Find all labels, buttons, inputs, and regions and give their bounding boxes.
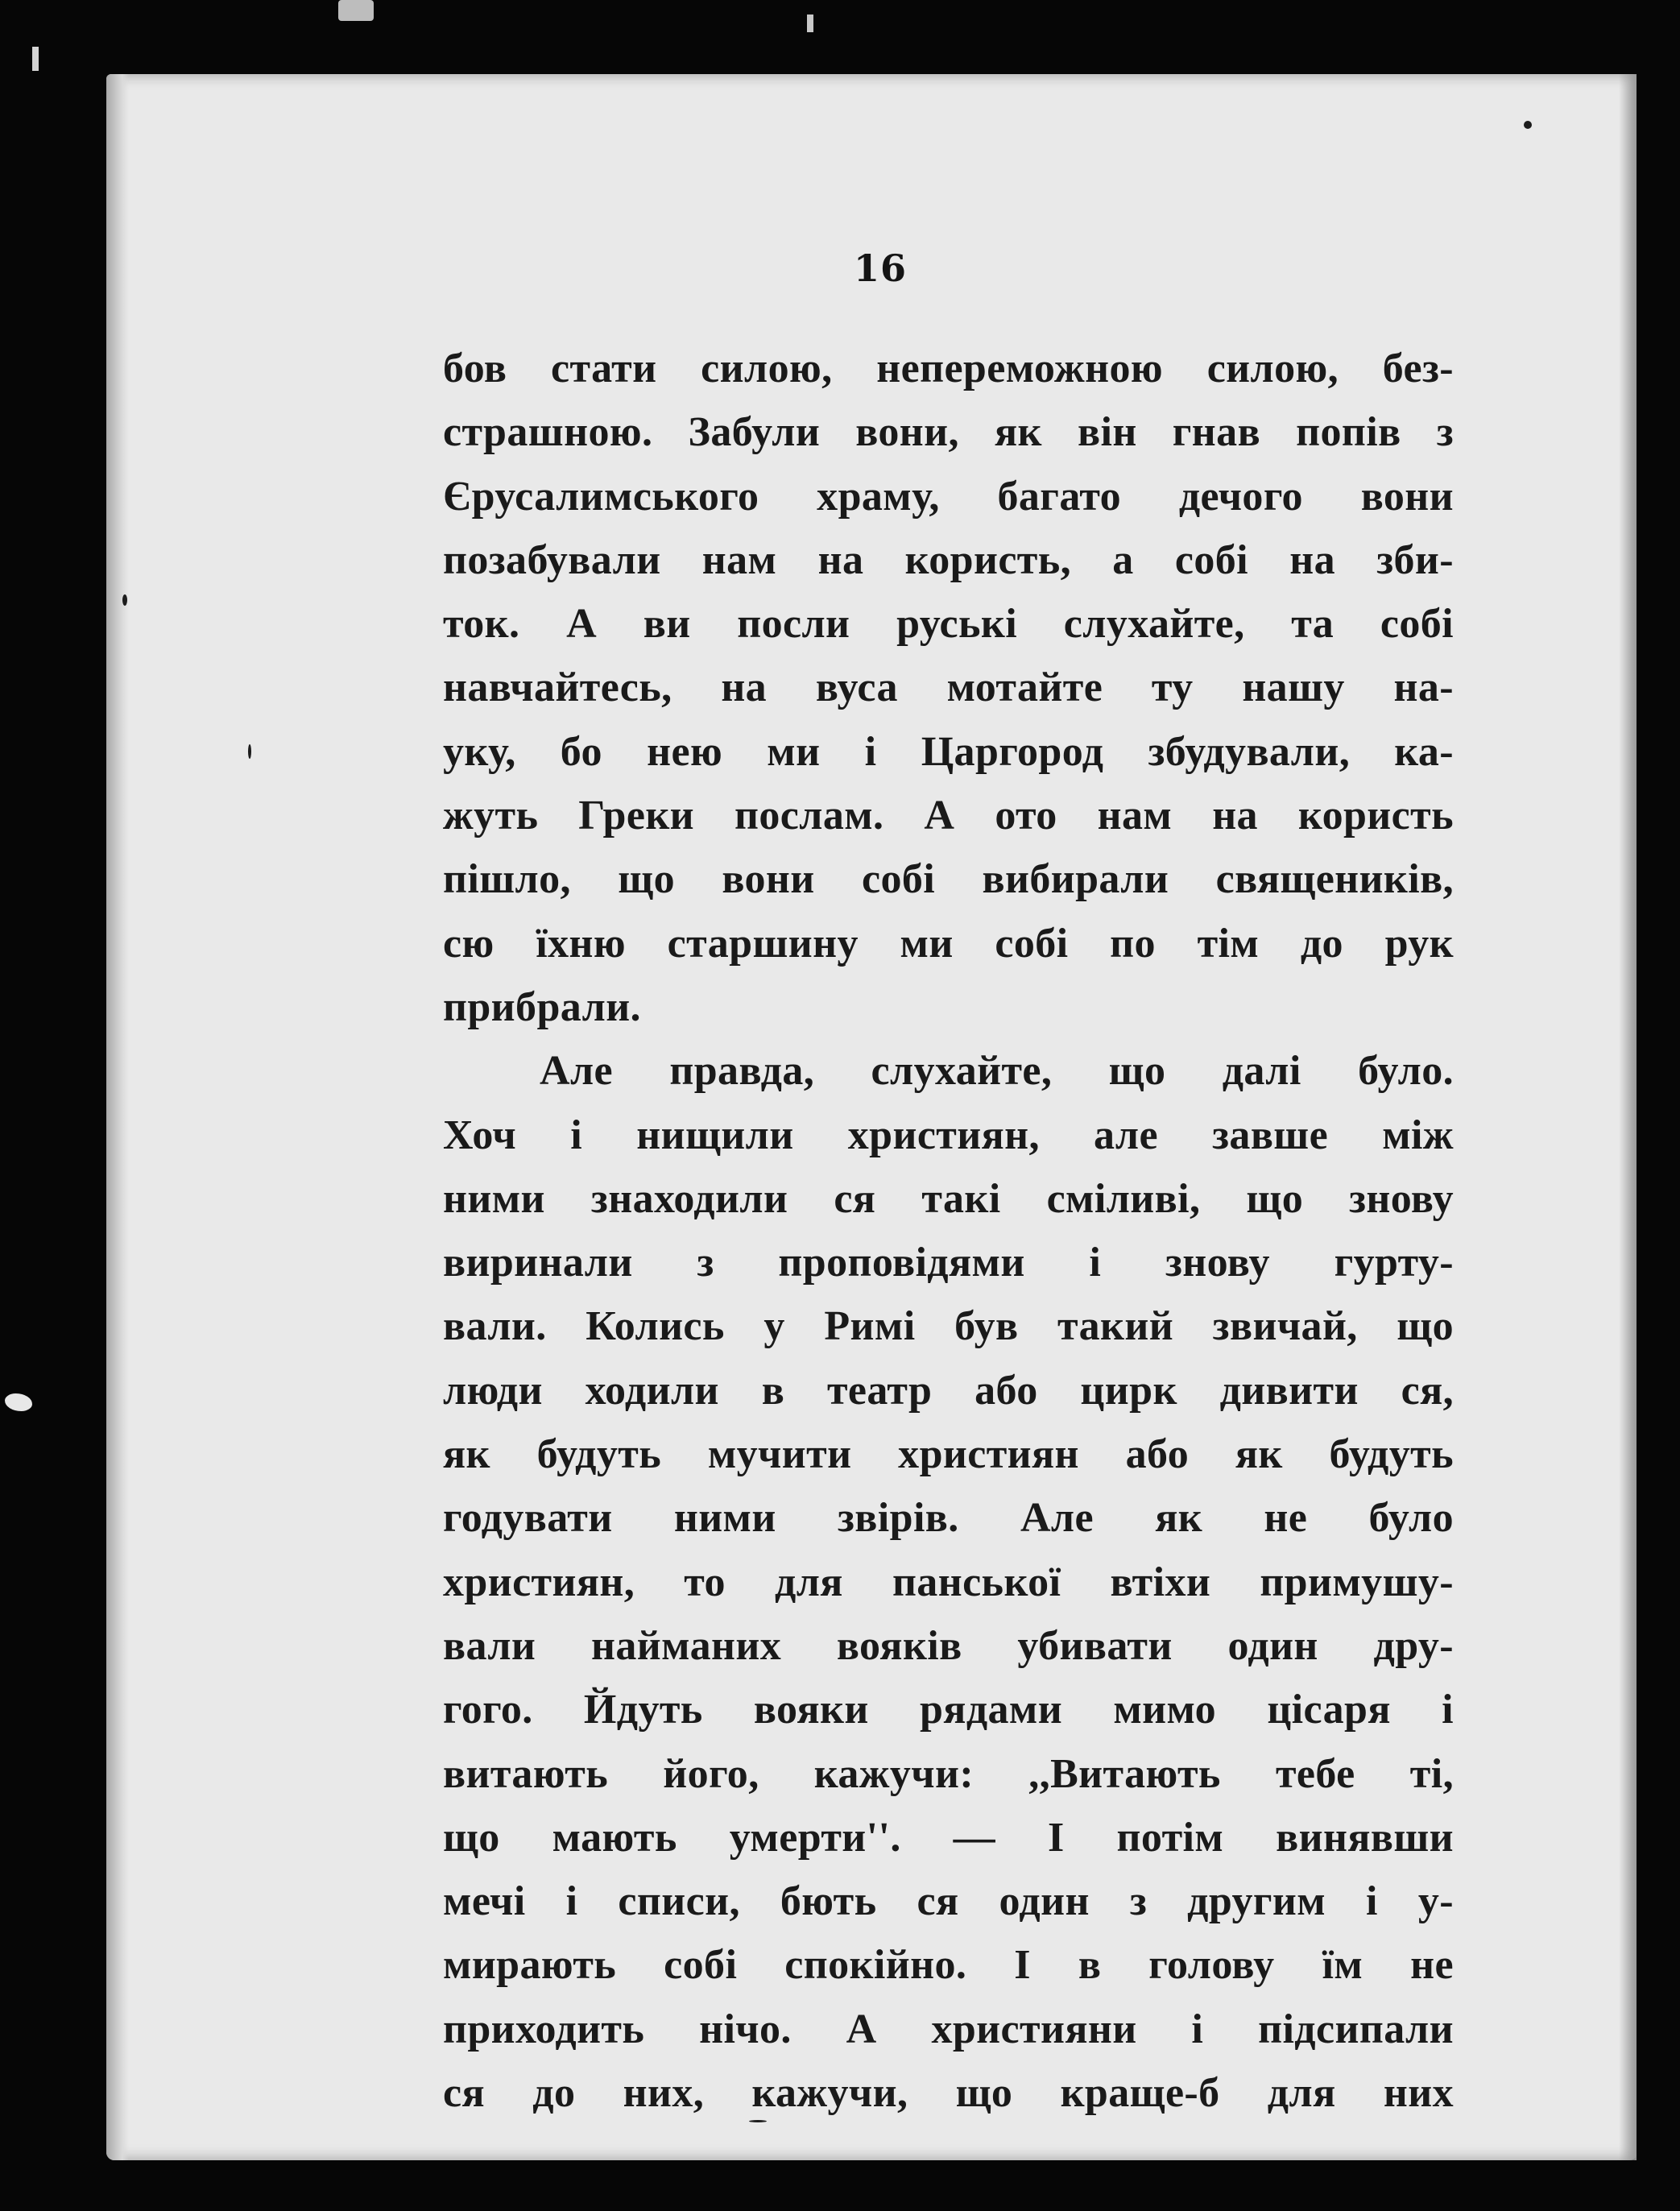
text-line: ся до них, кажучи, що краще-б для них xyxy=(443,2070,1454,2117)
text-line: вали. Колись у Римі був такий звичай, що xyxy=(443,1303,1454,1350)
body-text xyxy=(443,337,1454,2125)
text-line: витають його, кажучи: ,,Витають тебе ті, xyxy=(443,1750,1454,1797)
text-line: Хоч і нищили християн, але завше між xyxy=(443,1112,1454,1158)
text-line: Єрусалимського храму, багато дечого вони xyxy=(443,473,1454,520)
scan-mark-left-top xyxy=(32,47,39,71)
scan-mark-top xyxy=(338,0,374,21)
text-line: люди ходили в театр або цирк дивити ся, xyxy=(443,1367,1454,1414)
text-line: навчайтесь, на вуса мотайте ту нашу на- xyxy=(443,665,1454,711)
text-line: християн, то для панської втіхи примушу- xyxy=(443,1559,1454,1605)
scan-mark-top-small xyxy=(807,14,813,32)
text-line: годувати ними звірів. Але як не було xyxy=(443,1495,1454,1542)
text-line: мечі і списи, бють ся один з другим і у- xyxy=(443,1878,1454,1925)
page-speck xyxy=(248,744,251,759)
page-number: 16 xyxy=(853,246,907,290)
paragraph-start-line: Але правда, слухайте, що далі було. xyxy=(540,1048,1454,1095)
text-line: мирають собі спокійно. І в голову їм не xyxy=(443,1942,1454,1989)
page-speck xyxy=(1524,121,1532,129)
text-line: ними знаходили ся такі сміливі, що знову xyxy=(443,1175,1454,1222)
page-right-edge xyxy=(1619,74,1637,2160)
text-line: уку, бо нею ми і Царгород збудували, ка- xyxy=(443,728,1454,775)
text-line: що мають умерти''. — І потім винявши xyxy=(443,1814,1454,1861)
text-line: жуть Греки послам. А ото нам на користь xyxy=(443,793,1454,839)
text-line: прибрали. xyxy=(443,983,641,1030)
text-line: приходить нічо. А християни і підсипали xyxy=(443,2006,1454,2052)
text-line: як будуть мучити християн або як будуть xyxy=(443,1431,1454,1478)
text-line: виринали з проповідями і знову гурту- xyxy=(443,1240,1454,1286)
text-line: пішло, що вони собі вибирали священиків, xyxy=(443,856,1454,903)
text-line: сю їхню старшину ми собі по тім до рук xyxy=(443,920,1454,967)
text-line: позабували нам на користь, а собі на зби- xyxy=(443,536,1454,583)
text-line: вали найманих вояків убивати один дру- xyxy=(443,1622,1454,1669)
text-line: ток. А ви посли руські слухайте, та собі xyxy=(443,601,1454,648)
text-line: гого. Йдуть вояки рядами мимо цісаря і xyxy=(443,1687,1454,1733)
page-speck xyxy=(122,594,127,606)
text-line: страшною. Забули вони, як він гнав попів з xyxy=(443,409,1454,456)
text-line: бов стати силою, непереможною силою, без- xyxy=(443,346,1454,391)
